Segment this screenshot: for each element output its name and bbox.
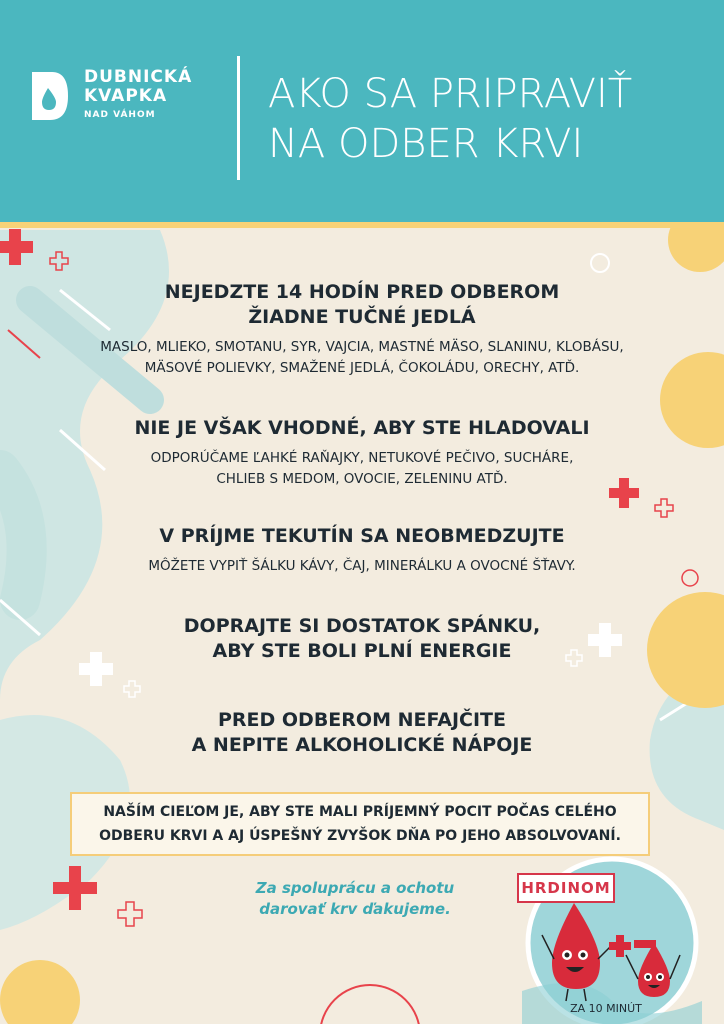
logo <box>30 68 230 128</box>
drop-logo-icon <box>30 70 70 122</box>
section-heading: NEJEDZTE 14 HODÍN PRED ODBEROM ŽIADNE TUČNÉ JEDLÁ <box>164 281 560 328</box>
header-divider <box>237 56 240 180</box>
section-body: MASLO, MLIEKO, SMOTANU, SYR, VAJCIA, MASTNÉ MÄSO, SLANINU, KLOBÁSU, MÄSOVÉ POLIEVKY, SMAŽENÉ JEDLÁ, ČOKOLÁDU, ORECHY, ATĎ. <box>100 339 624 376</box>
section-fluids <box>40 524 684 577</box>
page-title-line1: AKO SA PRIPRAVIŤ <box>268 71 633 117</box>
section-heading: NIE JE VŠAK VHODNÉ, ABY STE HLADOVALI <box>134 417 590 439</box>
logo-line1: DUBNICKÁ <box>84 67 193 87</box>
section-body: ODPORÚČAME ĽAHKÉ RAŇAJKY, NETUKOVÉ PEČIVO, SUCHÁRE, CHLIEB S MEDOM, OVOCIE, ZELENINU ATĎ. <box>150 450 574 487</box>
section-heading: V PRÍJME TEKUTÍN SA NEOBMEDZUJTE <box>159 525 565 547</box>
notice-box: NAŠÍM CIEĽOM JE, ABY STE MALI PRÍJEMNÝ POCIT POČAS CELÉHO ODBERU KRVI A AJ ÚSPEŠNÝ ZVYŠOK DŇA PO JEHO ABSOLVOVANÍ. <box>70 792 650 856</box>
section-heading: PRED ODBEROM NEFAJČITE A NEPITE ALKOHOLICKÉ NÁPOJE <box>191 709 533 756</box>
section-no-starving <box>40 416 684 490</box>
section-fasting <box>40 280 684 379</box>
hero-badge-label: HRDINOM <box>517 873 615 903</box>
thanks-message: Za spoluprácu a ochotu darovať krv ďakujeme. <box>255 879 455 918</box>
logo-subtitle: NAD VÁHOM <box>84 110 156 120</box>
section-no-smoking <box>40 708 684 758</box>
section-sleep <box>40 614 684 664</box>
page-title-line2: NA ODBER KRVI <box>268 121 584 167</box>
section-heading: DOPRAJTE SI DOSTATOK SPÁNKU, ABY STE BOLI PLNÍ ENERGIE <box>183 615 541 662</box>
section-body: MÔŽETE VYPIŤ ŠÁLKU KÁVY, ČAJ, MINERÁLKU A OVOCNÉ ŠŤAVY. <box>148 558 576 574</box>
logo-line2: KVAPKA <box>84 86 168 106</box>
hero-badge-subtitle: ZA 10 MINÚT <box>570 1002 642 1015</box>
header-accent-line <box>0 222 724 228</box>
